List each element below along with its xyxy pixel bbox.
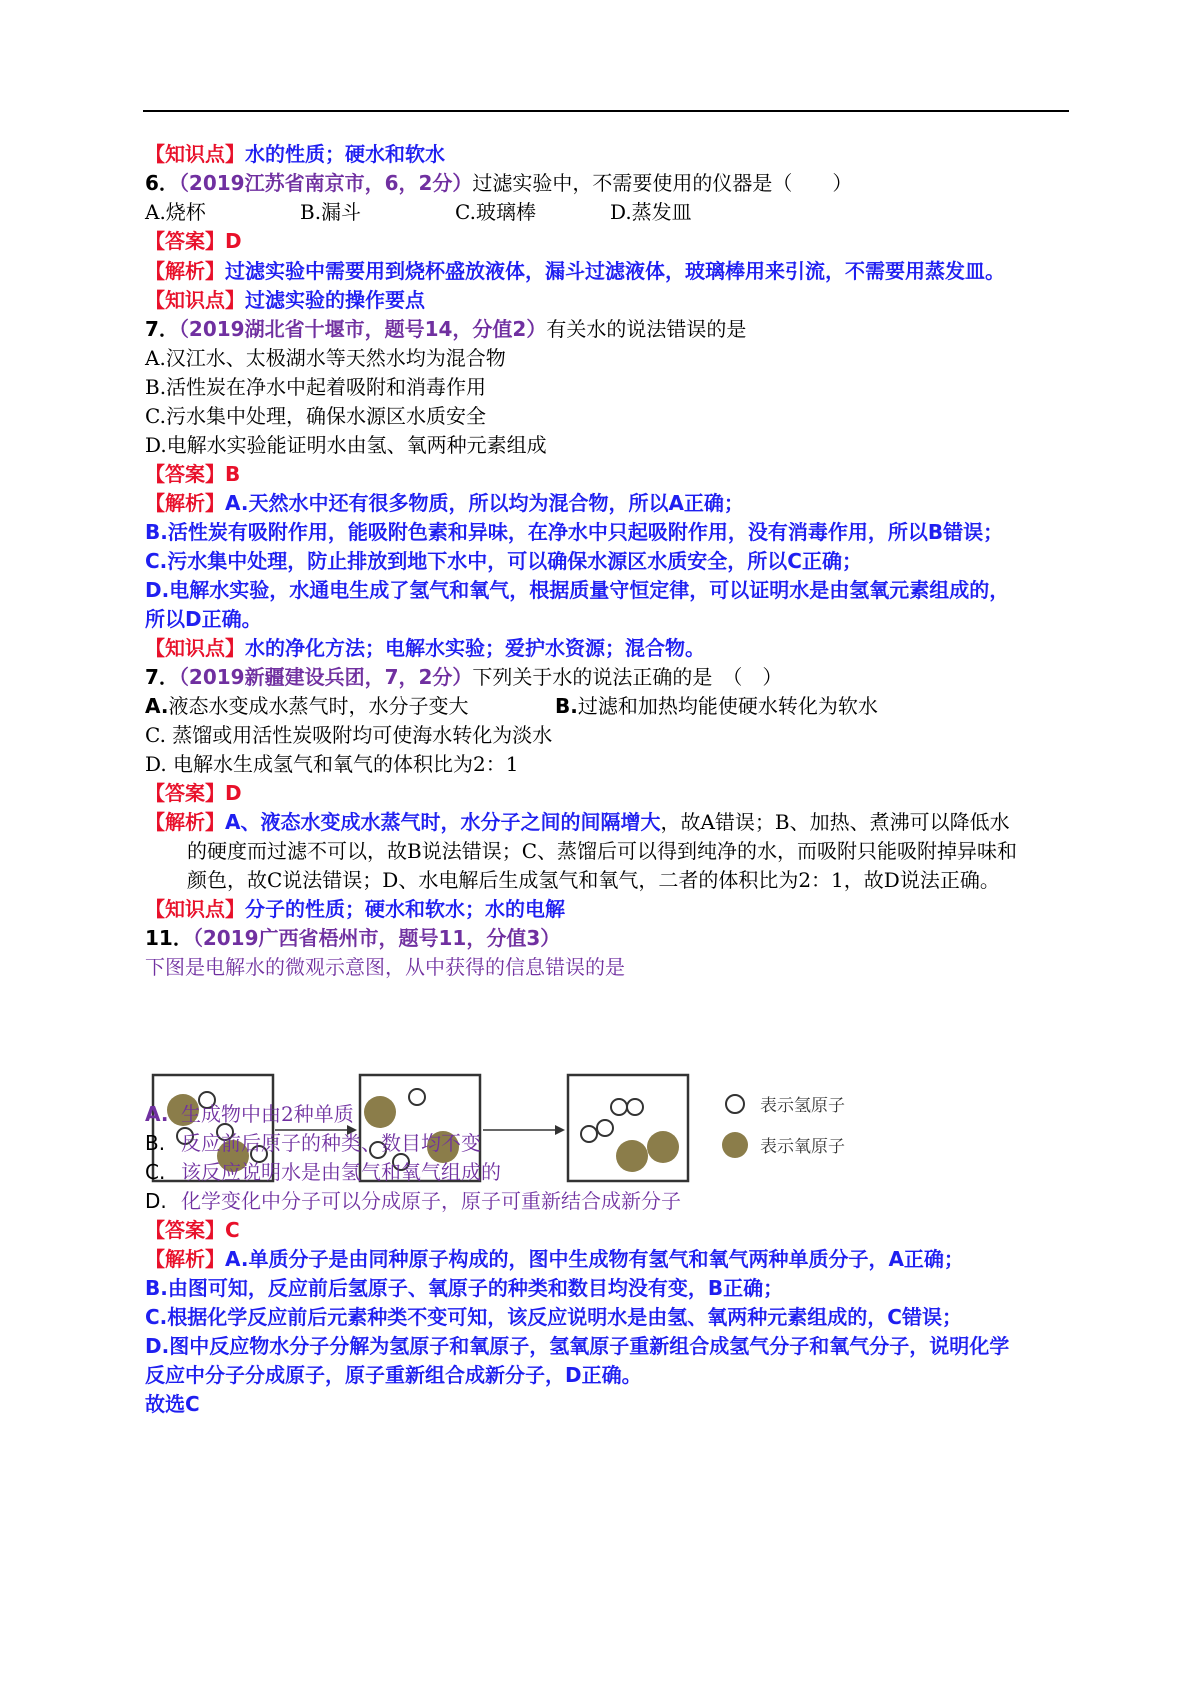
explanation-line: C.污水集中处理，防止排放到地下水中，可以确保水源区水质安全，所以C正确；	[145, 549, 862, 573]
option-a: A.汉江水、太极湖水等天然水均为混合物	[145, 346, 506, 370]
option-d: D.蒸发皿	[610, 200, 692, 224]
knowledge-point-line: 【知识点】水的净化方法；电解水实验；爱护水资源；混合物。	[145, 636, 705, 660]
question-11: 11．（2019广西省梧州市，题号11，分值3）	[145, 926, 561, 950]
explanation-line: 的硬度而过滤不可以，故B说法错误；C、蒸馏后可以得到纯净的水，而吸附只能吸附掉异味和	[187, 839, 1017, 863]
header-rule	[143, 110, 1069, 112]
question-11-stem: 下图是电解水的微观示意图，从中获得的信息错误的是	[145, 955, 625, 979]
knowledge-point-line: 【知识点】水的性质；硬水和软水	[145, 142, 445, 166]
explanation-line: 颜色，故C说法错误；D、水电解后生成氢气和氧气，二者的体积比为2：1，故D说法正确。	[187, 868, 1000, 892]
answer-line: 【答案】D	[145, 229, 242, 253]
question-7b: 7．（2019新疆建设兵团，7，2分）下列关于水的说法正确的是 （ ）	[145, 665, 783, 689]
explanation-line: B.由图可知，反应前后氢原子、氧原子的种类和数目均没有变，B正确；	[145, 1276, 784, 1300]
knowledge-point-line: 【知识点】分子的性质；硬水和软水；水的电解	[145, 897, 565, 921]
explanation-line: 【解析】过滤实验中需要用到烧杯盛放液体，漏斗过滤液体，玻璃棒用来引流，不需要用蒸发皿。	[145, 259, 1005, 283]
option-a: A.液态水变成水蒸气时，水分子变大	[145, 694, 469, 718]
option-d: D. 化学变化中分子可以分成原子，原子可重新结合成新分子	[145, 1189, 681, 1213]
option-c: C. 该反应说明水是由氢气和氧气组成的	[145, 1160, 501, 1184]
option-a: A.烧杯	[145, 200, 206, 224]
hydrogen-legend-icon	[726, 1095, 744, 1113]
option-b: B. 反应前后原子的种类、数目均不变	[145, 1131, 481, 1155]
question-6: 6．（2019江苏省南京市，6，2分）过滤实验中，不需要使用的仪器是（ ）	[145, 171, 853, 195]
explanation-line: D.图中反应物水分子分解为氢原子和氧原子，氢氧原子重新组合成氢气分子和氧气分子，说明化学	[145, 1334, 1010, 1358]
answer-line: 【答案】D	[145, 781, 242, 805]
option-b: B.漏斗	[300, 200, 362, 224]
explanation-line: D.电解水实验，水通电生成了氢气和氧气，根据质量守恒定律，可以证明水是由氢氧元素组成的，	[145, 578, 1010, 602]
question-7a: 7．（2019湖北省十堰市，题号14，分值2）有关水的说法错误的是	[145, 317, 747, 341]
answer-line: 【答案】B	[145, 462, 241, 486]
explanation-line: 反应中分子分成原子，原子重新组合成新分子，D正确。	[145, 1363, 642, 1387]
explanation-line: 【解析】A.单质分子是由同种原子构成的，图中生成物有氢气和氧气两种单质分子，A正确；	[145, 1247, 964, 1271]
explanation-line: C.根据化学反应前后元素种类不变可知，该反应说明水是由氢、氧两种元素组成的，C错误；	[145, 1305, 962, 1329]
option-d: D. 电解水生成氢气和氧气的体积比为2：1	[145, 752, 519, 776]
legend-hydrogen: 表示氢原子	[760, 1096, 845, 1116]
explanation-line: 【解析】A.天然水中还有很多物质，所以均为混合物，所以A正确；	[145, 491, 744, 515]
conclusion-line: 故选C	[145, 1392, 200, 1416]
explanation-line: 所以D正确。	[145, 607, 262, 631]
option-b: B.活性炭在净水中起着吸附和消毒作用	[145, 375, 487, 399]
option-c: C.污水集中处理，确保水源区水质安全	[145, 404, 486, 428]
explanation-line: B.活性炭有吸附作用，能吸附色素和异味，在净水中只起吸附作用，没有消毒作用，所以B错误；	[145, 520, 1004, 544]
option-c: C.玻璃棒	[455, 200, 536, 224]
answer-line: 【答案】C	[145, 1218, 240, 1242]
option-b: B.过滤和加热均能使硬水转化为软水	[555, 694, 878, 718]
arrow-head	[555, 1125, 565, 1135]
knowledge-point-line: 【知识点】过滤实验的操作要点	[145, 288, 425, 312]
explanation-line: 【解析】A、液态水变成水蒸气时，水分子之间的间隔增大，故A错误；B、加热、煮沸可以降低水	[145, 810, 1010, 834]
question-7b-options-ab	[145, 694, 878, 718]
option-c: C. 蒸馏或用活性炭吸附均可使海水转化为淡水	[145, 723, 553, 747]
legend-oxygen: 表示氧原子	[760, 1137, 845, 1157]
oxygen-legend-icon	[722, 1132, 748, 1158]
question-6-options	[145, 200, 692, 224]
option-d: D.电解水实验能证明水由氢、氧两种元素组成	[145, 433, 547, 457]
option-a: A. 生成物中由2种单质	[145, 1102, 354, 1126]
